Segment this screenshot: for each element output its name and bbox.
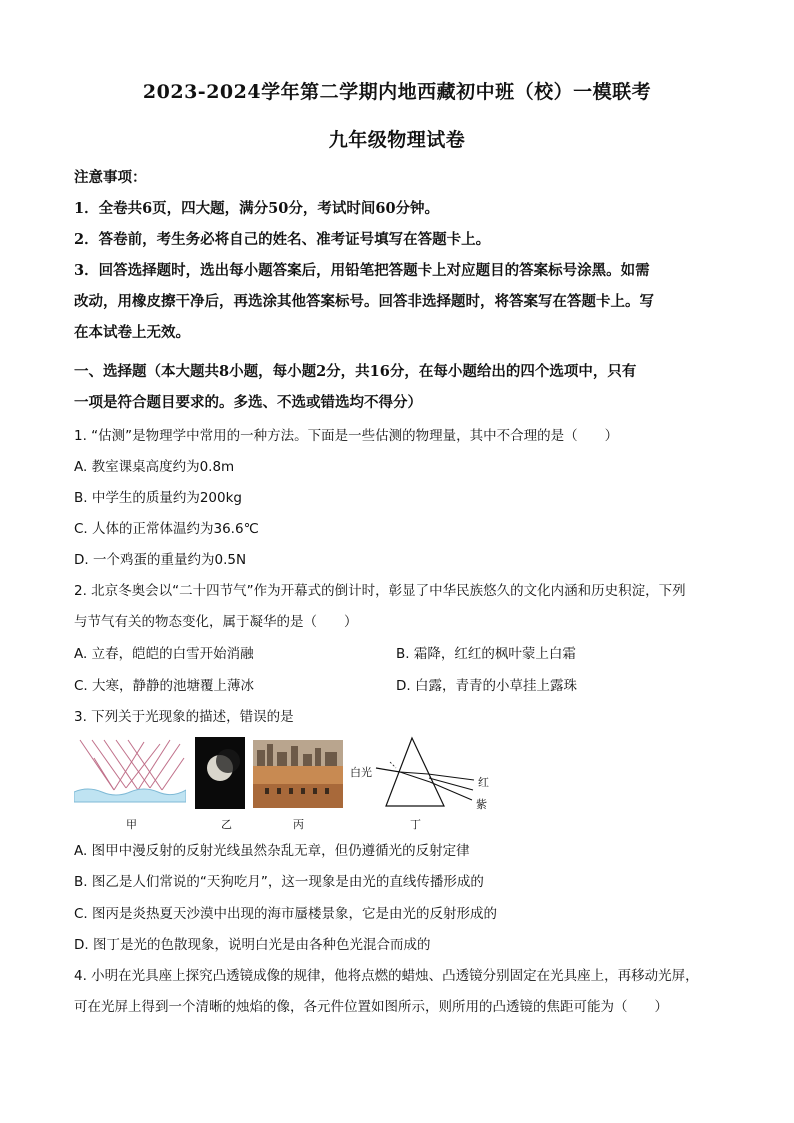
question-4-stem: 4. 小明在光具座上探究凸透镜成像的规律，他将点燃的蜡烛、凸透镜分别固定在光具座上，再移动光屏，: [74, 968, 699, 984]
question-1-option: C. 人体的正常体温约为36.6℃: [74, 521, 259, 537]
question-1-option: D. 一个鸡蛋的重量约为0.5N: [74, 552, 247, 568]
question-3-stem: 3. 下列关于光现象的描述，错误的是: [74, 709, 294, 725]
question-2-option: D. 白露，青青的小草挂上露珠: [396, 678, 577, 694]
note-item: 改动，用橡皮擦干净后，再选涂其他答案标号。回答非选择题时，将答案写在答题卡上。写: [74, 293, 654, 310]
notes-heading: 注意事项：: [74, 169, 147, 186]
question-1-stem: 1. “估测”是物理学中常用的一种方法。下面是一些估测的物理量，其中不合理的是（ ）: [74, 428, 619, 444]
question-4-stem: 可在光屏上得到一个清晰的烛焰的像，各元件位置如图所示，则所用的凸透镜的焦距可能为（ ）: [74, 999, 668, 1015]
exam-title: 2023-2024学年第二学期内地西藏初中班（校）一模联考: [142, 81, 652, 103]
prism-red-label: 红: [478, 776, 489, 789]
question-3-option: C. 图丙是炎热夏天沙漠中出现的海市蜃楼景象，它是由光的反射形成的: [74, 906, 498, 922]
figure-label: 乙: [221, 818, 232, 831]
note-item: 3．回答选择题时，选出每小题答案后，用铅笔把答题卡上对应题目的答案标号涂黑。如需: [74, 262, 650, 279]
question-3-option: A. 图甲中漫反射的反射光线虽然杂乱无章，但仍遵循光的反射定律: [74, 843, 470, 859]
figure-label: 丙: [293, 818, 304, 831]
question-2-option: A. 立春，皑皑的白雪开始消融: [74, 646, 254, 662]
figure-label: 丁: [410, 818, 421, 831]
figure-diffuse-reflection: [74, 738, 186, 806]
prism-violet-label: 紫: [476, 798, 487, 811]
question-3-option: D. 图丁是光的色散现象，说明白光是由各种色光混合而成的: [74, 937, 431, 953]
note-item: 2．答卷前，考生务必将自己的姓名、准考证号填写在答题卡上。: [74, 231, 491, 248]
question-1-option: A. 教室课桌高度约为0.8m: [74, 459, 235, 475]
prism-white-light-label: 白光: [350, 766, 372, 779]
figure-mirage: [253, 740, 343, 808]
question-1-option: B. 中学生的质量约为200kg: [74, 490, 242, 506]
figure-lunar-eclipse: [195, 737, 245, 809]
question-2-option: B. 霜降，红红的枫叶蒙上白霜: [396, 646, 576, 662]
note-item: 在本试卷上无效。: [74, 324, 190, 341]
figure-label: 甲: [126, 818, 137, 831]
note-item: 1．全卷共6页，四大题，满分50分，考试时间60分钟。: [74, 200, 440, 217]
section-heading: 一项是符合题目要求的。多选、不选或错选均不得分）: [74, 394, 422, 411]
exam-subtitle: 九年级物理试卷: [328, 129, 466, 151]
question-2-stem: 2. 北京冬奥会以“二十四节气”作为开幕式的倒计时，彰显了中华民族悠久的文化内涵和历史积淀，下列: [74, 583, 686, 599]
question-2-option: C. 大寒，静静的池塘覆上薄冰: [74, 678, 255, 694]
section-heading: 一、选择题（本大题共8小题，每小题2分，共16分，在每小题给出的四个选项中，只有: [74, 363, 637, 380]
figure-prism-dispersion: [346, 734, 496, 812]
question-3-option: B. 图乙是人们常说的“天狗吃月”，这一现象是由光的直线传播形成的: [74, 874, 484, 890]
question-2-stem: 与节气有关的物态变化，属于凝华的是（ ）: [74, 614, 358, 630]
